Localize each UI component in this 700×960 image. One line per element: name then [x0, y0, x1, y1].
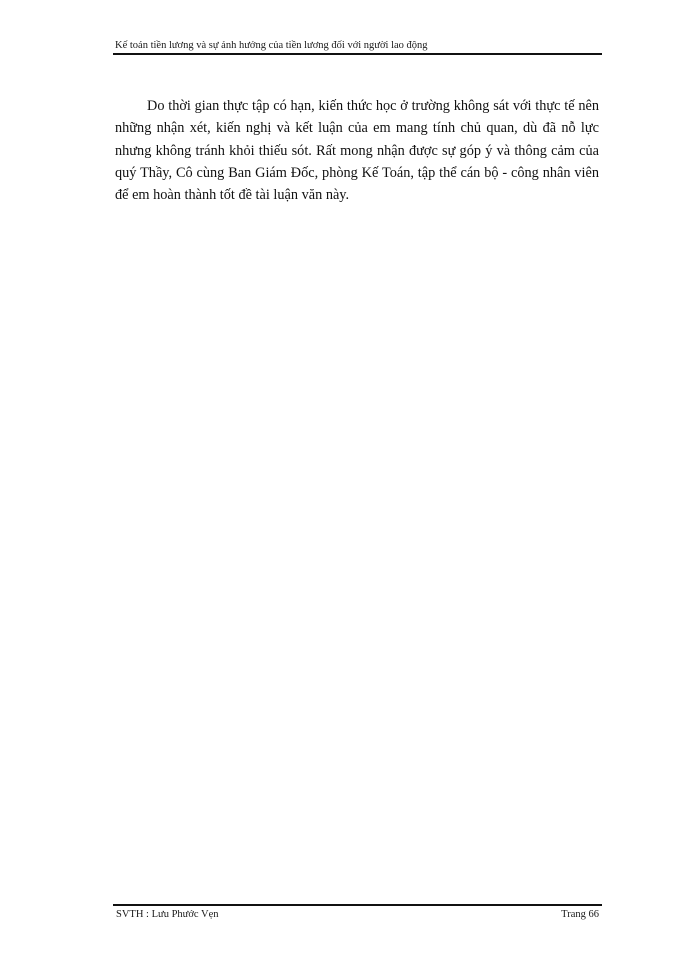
- page-footer: [113, 904, 602, 922]
- page-header: [113, 40, 602, 56]
- header-title: Kế toán tiền lương và sự ảnh hưởng của tiền lương đối với người lao động: [115, 40, 428, 51]
- footer-page-number: Trang 66: [561, 909, 599, 920]
- body-paragraph: Do thời gian thực tập có hạn, kiến thức học ở trường không sát với thực tế nên những nhận xét, kiến nghị và kết luận của em mang tính chủ quan, dù đã nỗ lực nhưng không tránh khỏi thiếu sót. Rất mong nhận được sự góp ý và thông cảm của quý Thầy, Cô cùng Ban Giám Đốc, phòng Kế Toán, tập thể cán bộ - công nhân viên để em hoàn thành tốt đề tài luận văn này.: [115, 98, 599, 204]
- footer-rule: [113, 904, 602, 906]
- header-rule: [113, 53, 602, 55]
- footer-author: SVTH : Lưu Phước Vẹn: [116, 909, 219, 920]
